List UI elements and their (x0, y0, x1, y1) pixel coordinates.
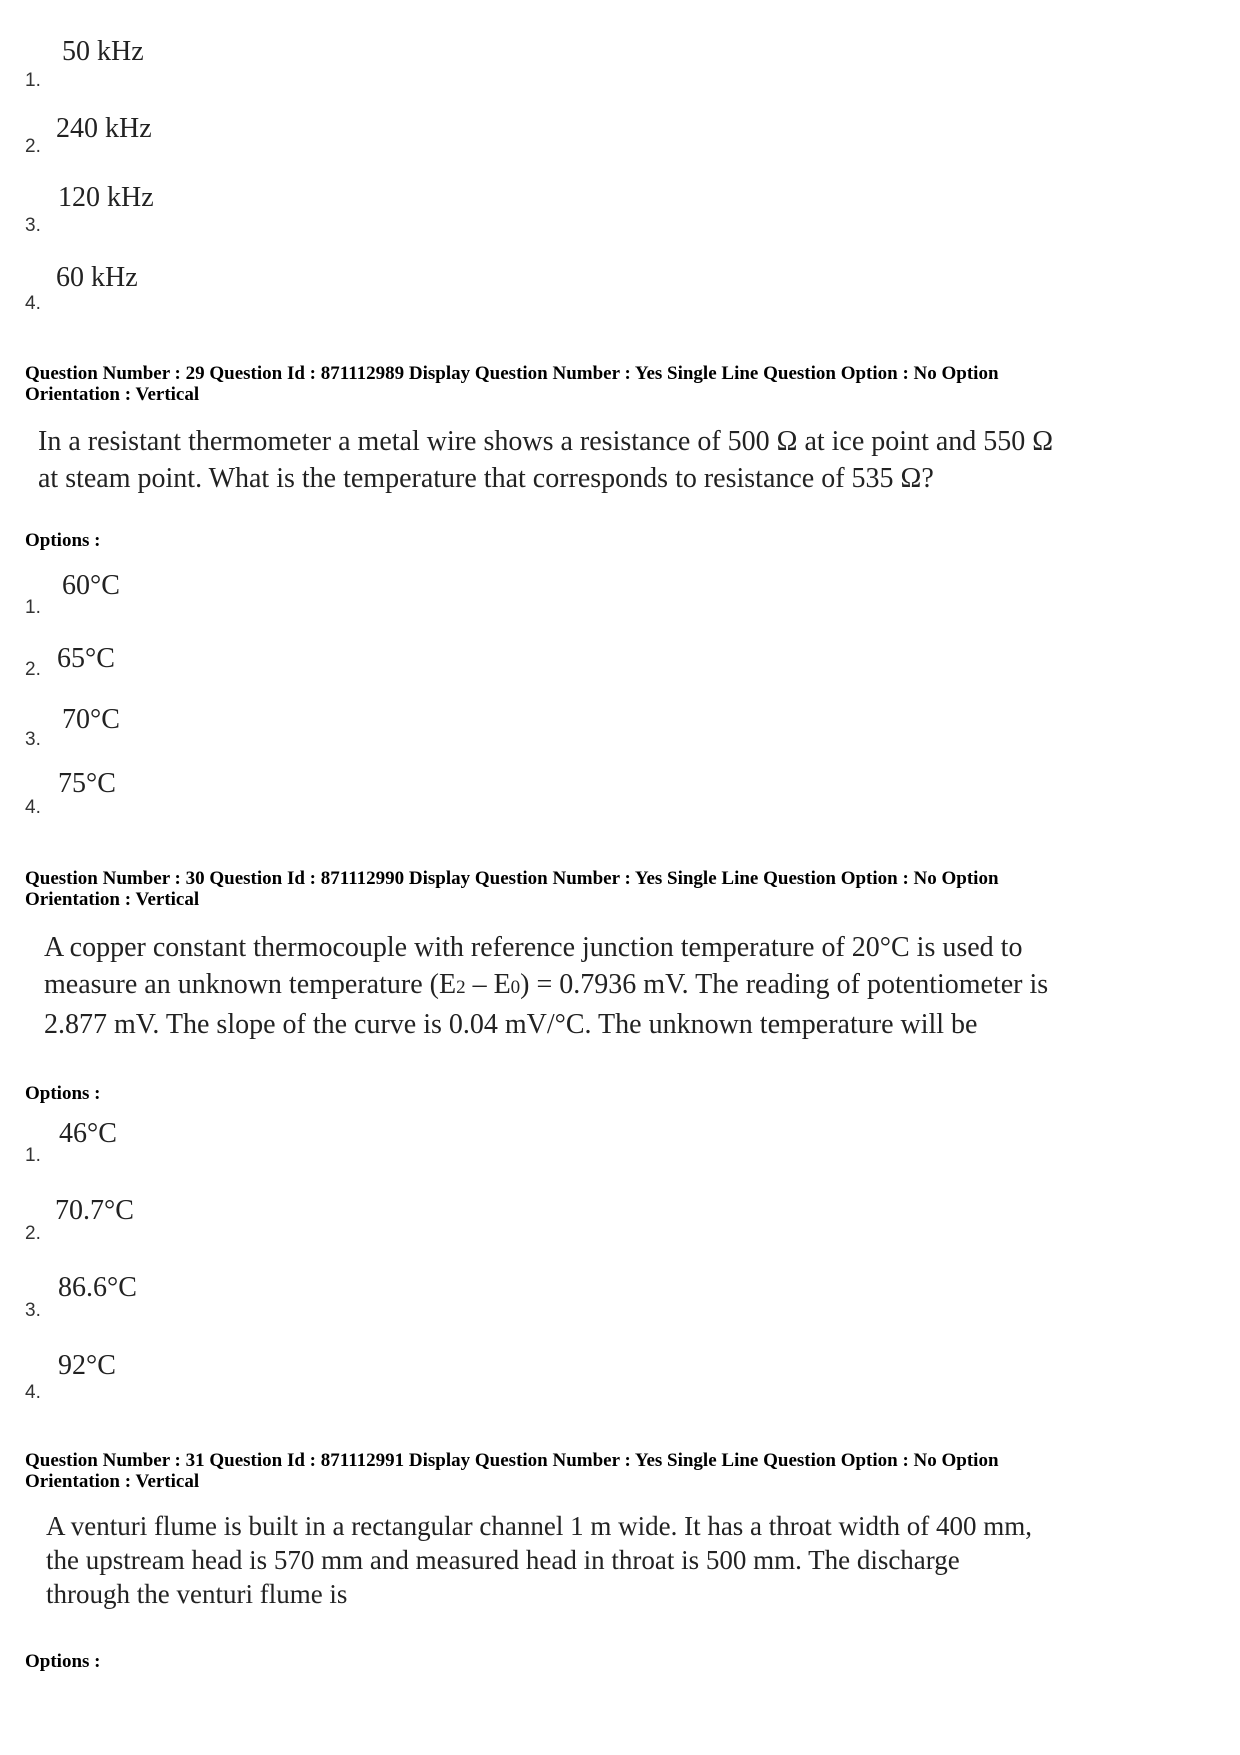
option-number: 2. (25, 659, 41, 680)
question-meta-line: Orientation : Vertical (25, 384, 200, 405)
question-meta-line: Orientation : Vertical (25, 1471, 200, 1492)
options-label: Options : (25, 1083, 101, 1104)
option-value: 46°C (59, 1118, 117, 1149)
option-number: 2. (25, 136, 41, 157)
question-text (38, 423, 1053, 497)
subscript: 0 (510, 977, 521, 998)
question-text-line: 2.877 mV. The slope of the curve is 0.04 mV/°C. The unknown temperature will be (44, 1009, 978, 1040)
question-text-line: A copper constant thermocouple with reference junction temperature of 20°C is used to (44, 932, 1023, 963)
option-value: 86.6°C (58, 1272, 137, 1303)
option-number: 1. (25, 597, 41, 618)
option-value: 92°C (58, 1350, 116, 1381)
option-value: 70.7°C (55, 1195, 134, 1226)
subscript: 2 (456, 977, 466, 998)
question-meta (25, 868, 1205, 910)
option-number: 4. (25, 293, 41, 314)
option-number: 4. (25, 797, 41, 818)
option-number: 3. (25, 215, 41, 236)
option-number: 1. (25, 70, 41, 91)
question-text-segment: ) = 0.7936 mV. The reading of potentiometer is (520, 969, 1049, 1000)
options-label: Options : (25, 530, 101, 551)
question-meta (25, 363, 1205, 405)
question-text-line: at steam point. What is the temperature that corresponds to resistance of 535 Ω? (38, 463, 934, 494)
question-text (44, 929, 1048, 1043)
question-meta-line: Question Number : 29 Question Id : 871112989 Display Question Number : Yes Single Line Question Option : No Option (25, 363, 999, 384)
question-text-line: A venturi flume is built in a rectangular channel 1 m wide. It has a throat width of 400 mm, (46, 1511, 1033, 1541)
option-value: 65°C (57, 643, 115, 674)
question-meta (25, 1450, 1205, 1492)
question-text-line: through the venturi flume is (46, 1579, 348, 1609)
option-value: 60 kHz (56, 262, 138, 293)
option-value: 120 kHz (58, 182, 154, 213)
option-value: 240 kHz (56, 113, 152, 144)
question-text-segment: measure an unknown temperature (E (44, 969, 457, 1000)
question-text-line: In a resistant thermometer a metal wire shows a resistance of 500 Ω at ice point and 550 Ω (38, 426, 1054, 457)
question-meta-line: Question Number : 31 Question Id : 871112991 Display Question Number : Yes Single Line Question Option : No Option (25, 1450, 999, 1471)
option-value: 60°C (62, 570, 120, 601)
question-text (46, 1509, 1032, 1611)
question-meta-line: Question Number : 30 Question Id : 871112990 Display Question Number : Yes Single Line Question Option : No Option (25, 868, 999, 889)
option-number: 1. (25, 1145, 41, 1166)
option-value: 50 kHz (62, 36, 144, 67)
option-number: 3. (25, 1300, 41, 1321)
option-number: 3. (25, 729, 41, 750)
option-number: 2. (25, 1223, 41, 1244)
question-text-line: the upstream head is 570 mm and measured head in throat is 500 mm. The discharge (46, 1545, 960, 1575)
question-text-line (44, 966, 1048, 1006)
option-number: 4. (25, 1382, 41, 1403)
question-meta-line: Orientation : Vertical (25, 889, 200, 910)
options-label: Options : (25, 1651, 101, 1672)
question-text-segment: – E (465, 969, 511, 1000)
option-value: 75°C (58, 768, 116, 799)
option-value: 70°C (62, 704, 120, 735)
